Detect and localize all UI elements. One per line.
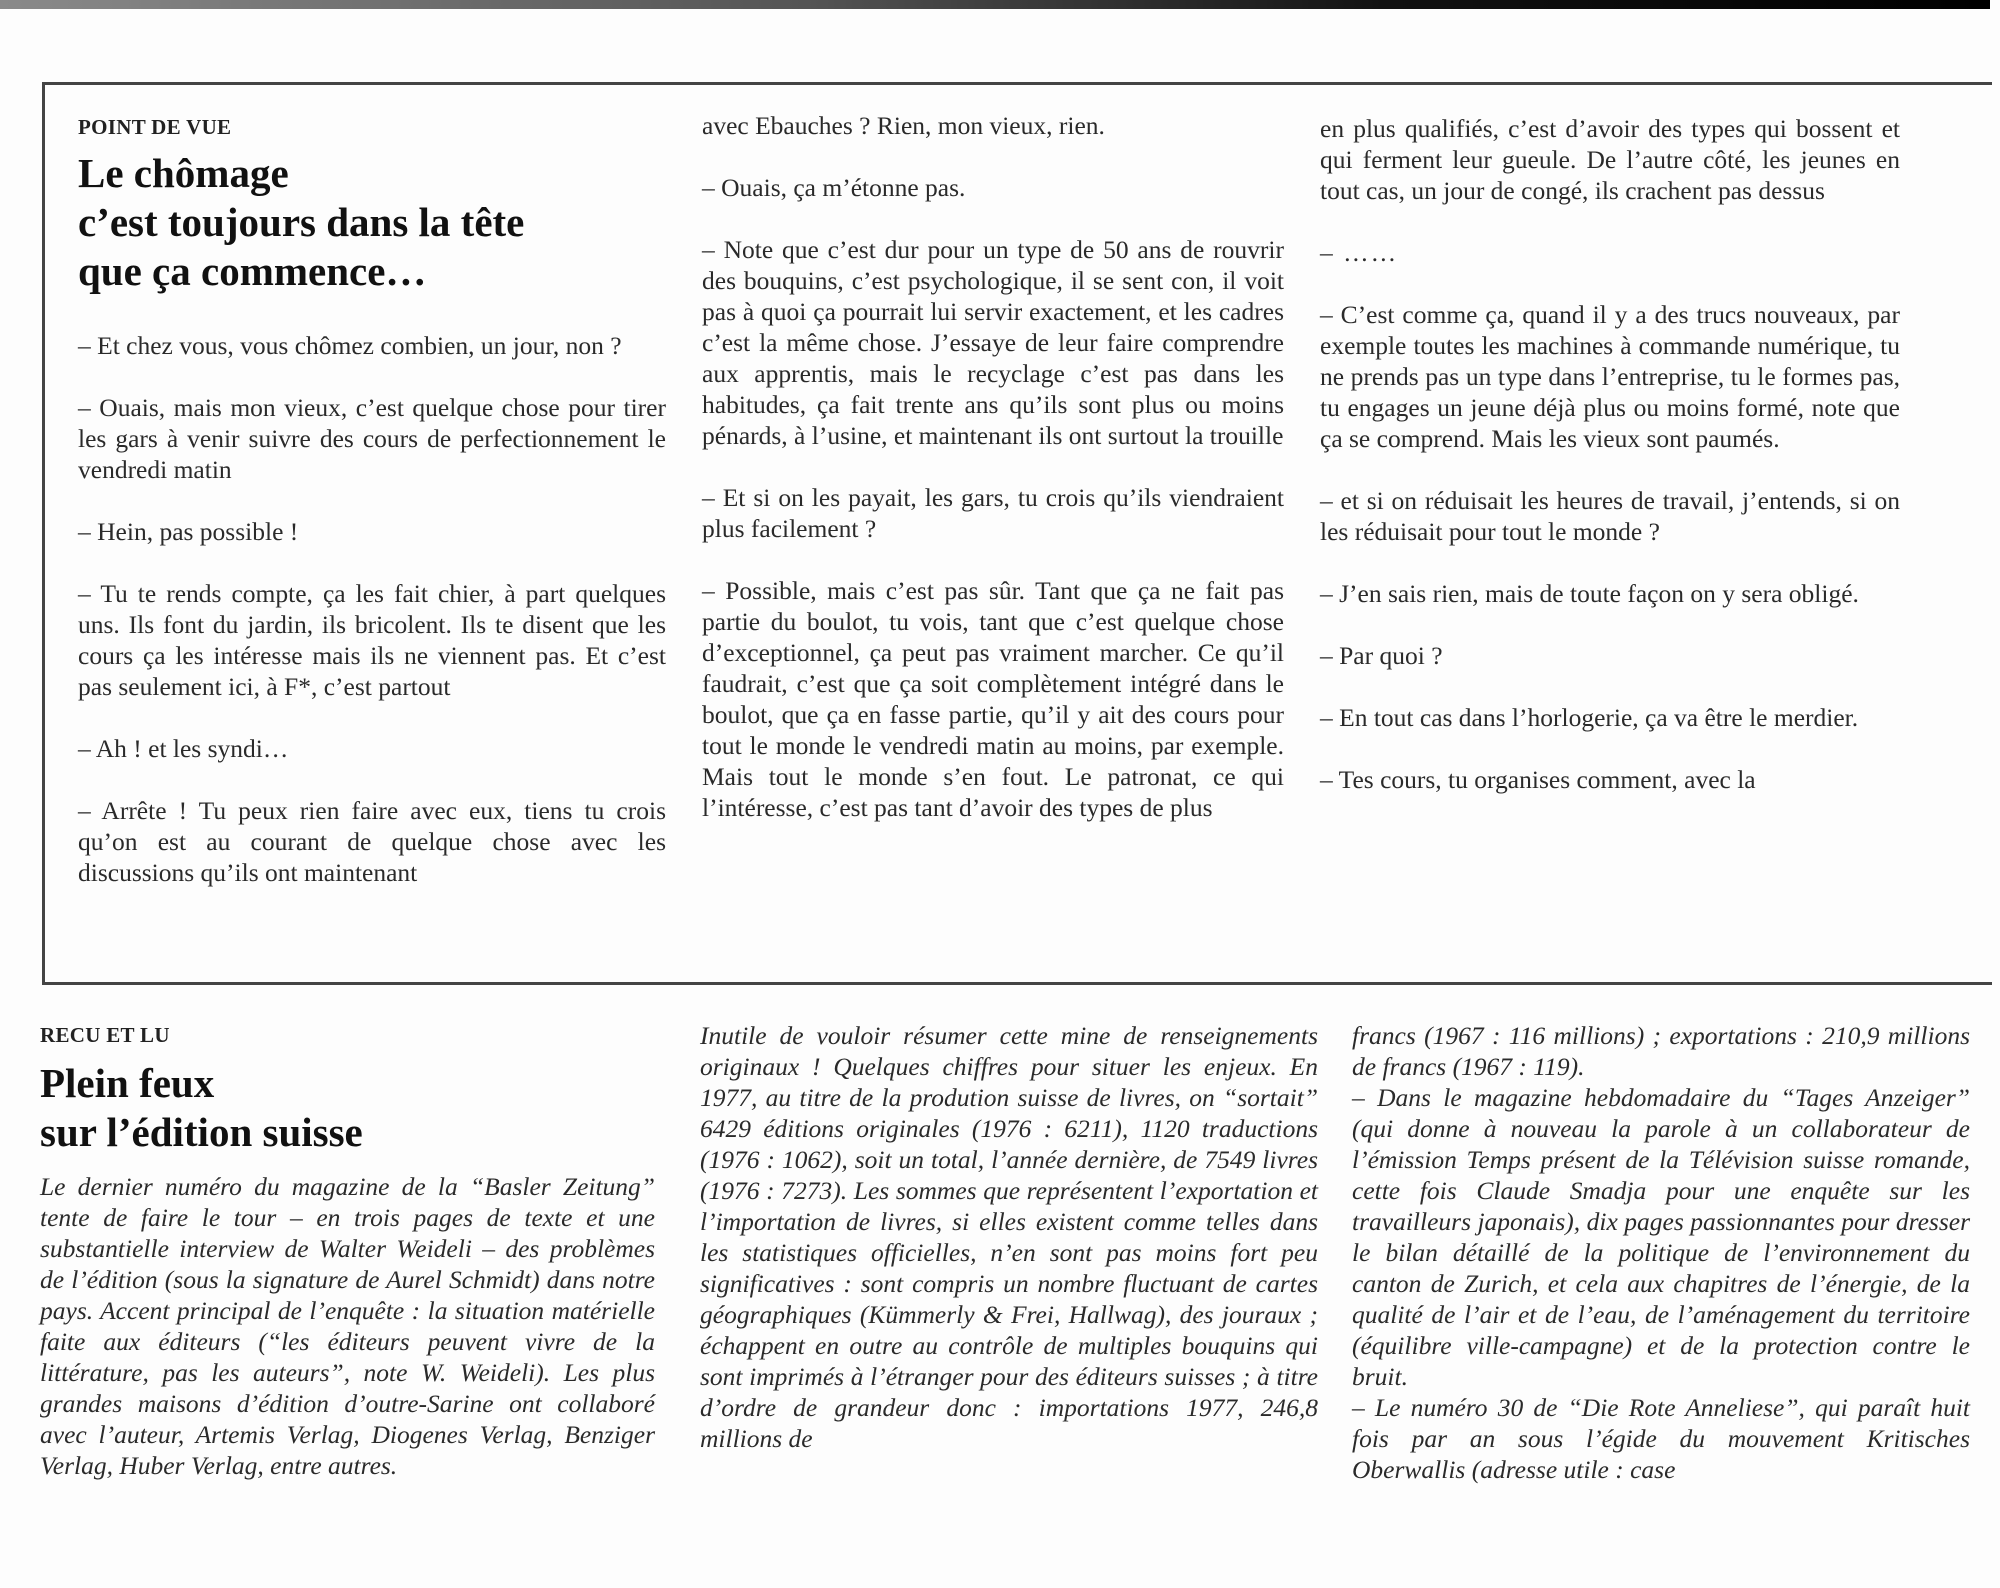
paragraph: – C’est comme ça, quand il y a des trucs nouveaux, par exemple toutes les machines à commande numérique, tu ne prends pas un type dans l’entreprise, tu le formes pas, tu engages un jeune déjà plus ou moins formé, note que ça se comprend. Mais les vieux sont paumés. — [1320, 300, 1900, 453]
paragraph: – Ouais, ça m’étonne pas. — [702, 173, 966, 202]
paragraph: en plus qualifiés, c’est d’avoir des types qui bossent et qui ferment leur gueule. De l’autre côté, les jeunes en tout cas, un jour de congé, ils crachent pas dessus — [1320, 114, 1900, 205]
top-edge-bar — [0, 0, 1990, 9]
paragraph: francs (1967 : 116 millions) ; exportations : 210,9 millions de francs (1967 : 119). — [1352, 1021, 1970, 1081]
paragraph: Le dernier numéro du magazine de la “Basler Zeitung” tente de faire le tour – en trois pages de texte et une substantielle interview de Walter Weideli – des problèmes de l’édition (sous la signature de Aurel Schmidt) dans notre pays. Accent principal de l’enquête : la situation matérielle faite aux éditeurs (“les éditeurs peuvent vivre de la littérature, pas les auteurs”, note W. Weideli). Les plus grandes maisons d’édition d’outre-Sarine ont collaboré avec l’auteur, Artemis Verlag, Diogenes Verlag, Benziger Verlag, Huber Verlag, entre autres. — [40, 1172, 655, 1480]
paragraph: – Ouais, mais mon vieux, c’est quelque chose pour tirer les gars à venir suivre des cours de perfectionnement le vendredi matin — [78, 393, 666, 484]
top-article-column-3 — [1320, 113, 1900, 826]
paragraph: – Tu te rends compte, ça les fait chier, à part quelques uns. Ils font du jardin, ils bricolent. Ils te disent que les cours ça les intéresse mais ils ne viennent pas. Et c’est pas seulement ici, à F*, c’est partout — [78, 579, 666, 701]
bottom-article-column-2 — [700, 1020, 1318, 1454]
paragraph: – En tout cas dans l’horlogerie, ça va être le merdier. — [1320, 703, 1859, 732]
paragraph: – Possible, mais c’est pas sûr. Tant que ça ne fait pas partie du boulot, tu vois, tant que c’est quelque chose d’exceptionnel, ça peut pas vraiment marcher. Ce qu’il faudrait, c’est que ça soit complètement intégré dans le boulot, que ça en fasse partie, qu’il y ait des cours pour tout le monde le vendredi matin au moins, par exemple. Mais tout le monde s’en fout. Le patronat, ce qui l’intéresse, c’est pas tant d’avoir des types de plus — [702, 576, 1284, 822]
paragraph: – et si on réduisait les heures de travail, j’entends, si on les réduisait pour tout le monde ? — [1320, 486, 1900, 546]
paragraph: – Note que c’est dur pour un type de 50 ans de rouvrir des bouquins, c’est psychologique, il se sent con, il voit pas à quoi ça pourrait lui servir exactement, et les cadres c’est la même chose. J’essaye de leur faire comprendre aux apprentis, mais le recyclage c’est pas dans les habitudes, ça fait trente ans qu’ils sont plus ou moins pénards, à l’usine, et maintenant ils ont surtout la trouille — [702, 235, 1284, 450]
paragraph: – Ah ! et les syndi… — [78, 734, 289, 763]
top-article-kicker: POINT DE VUE — [78, 115, 232, 139]
top-article-headline — [78, 149, 666, 296]
paragraph: – Dans le magazine hebdomadaire du “Tages Anzeiger” (qui donne à nouveau la parole à un collaborateur de l’émission Temps présent de la Télévision suisse romande, cette fois Claude Smadja pour une enquête sur les travailleurs japonais), dix pages passionnantes pour dresser le bilan détaillé de la politique de l’environnement du canton de Zurich, et cela aux chapitres de l’énergie, de la qualité de l’air et de l’eau, de l’aménagement du territoire (équilibre ville-campagne) et de la protection contre le bruit. — [1352, 1083, 1970, 1391]
paragraph: – Et si on les payait, les gars, tu crois qu’ils viendraient plus facilement ? — [702, 483, 1284, 543]
bottom-article-column-1 — [40, 1020, 655, 1481]
paragraph: – …… — [1320, 238, 1399, 267]
paragraph: – Hein, pas possible ! — [78, 517, 299, 546]
paragraph: avec Ebauches ? Rien, mon vieux, rien. — [702, 111, 1105, 140]
bottom-article-column-3 — [1352, 1020, 1970, 1485]
headline-line: que ça commence… — [78, 248, 427, 294]
top-article-column-1 — [78, 112, 666, 919]
headline-line: sur l’édition suisse — [40, 1109, 363, 1155]
top-article-column-2 — [702, 110, 1284, 854]
paragraph: Inutile de vouloir résumer cette mine de renseignements originaux ! Quelques chiffres pour situer les enjeux. En 1977, au titre de la prodution suisse de livres, on “sortait” 6429 éditions originales (1976 : 6211), 1120 traductions (1976 : 1062), soit un total, l’année dernière, de 7549 livres (1976 : 7273). Les sommes que représentent l’exportation et l’importation de livres, si elles existent comme telles dans les statistiques officielles, n’en sont pas moins fort peu significatives : sont compris un nombre fluctuant de cartes géographiques (Kümmerly & Frei, Hallwag), des jouraux ; échappent en outre au contrôle de multiples bouquins qui sont imprimés à l’étranger pour des éditeurs suisses ; à titre d’ordre de grandeur donc : importations 1977, 246,8 millions de — [700, 1021, 1318, 1453]
bottom-article-headline — [40, 1059, 655, 1157]
paragraph: – Et chez vous, vous chômez combien, un jour, non ? — [78, 331, 622, 360]
paragraph: – J’en sais rien, mais de toute façon on y sera obligé. — [1320, 579, 1859, 608]
paragraph: – Le numéro 30 de “Die Rote Anneliese”, qui paraît huit fois par an sous l’égide du mouvement Kritisches Oberwallis (adresse utile : case — [1352, 1393, 1970, 1484]
paragraph: – Arrête ! Tu peux rien faire avec eux, tiens tu crois qu’on est au courant de quelque chose avec les discussions qu’ils ont maintenant — [78, 796, 666, 887]
headline-line: Plein feux — [40, 1060, 215, 1106]
headline-line: c’est toujours dans la tête — [78, 199, 525, 245]
headline-line: Le chômage — [78, 150, 289, 196]
paragraph: – Tes cours, tu organises comment, avec la — [1320, 765, 1756, 794]
bottom-article-kicker: RECU ET LU — [40, 1023, 170, 1047]
paragraph: – Par quoi ? — [1320, 641, 1443, 670]
